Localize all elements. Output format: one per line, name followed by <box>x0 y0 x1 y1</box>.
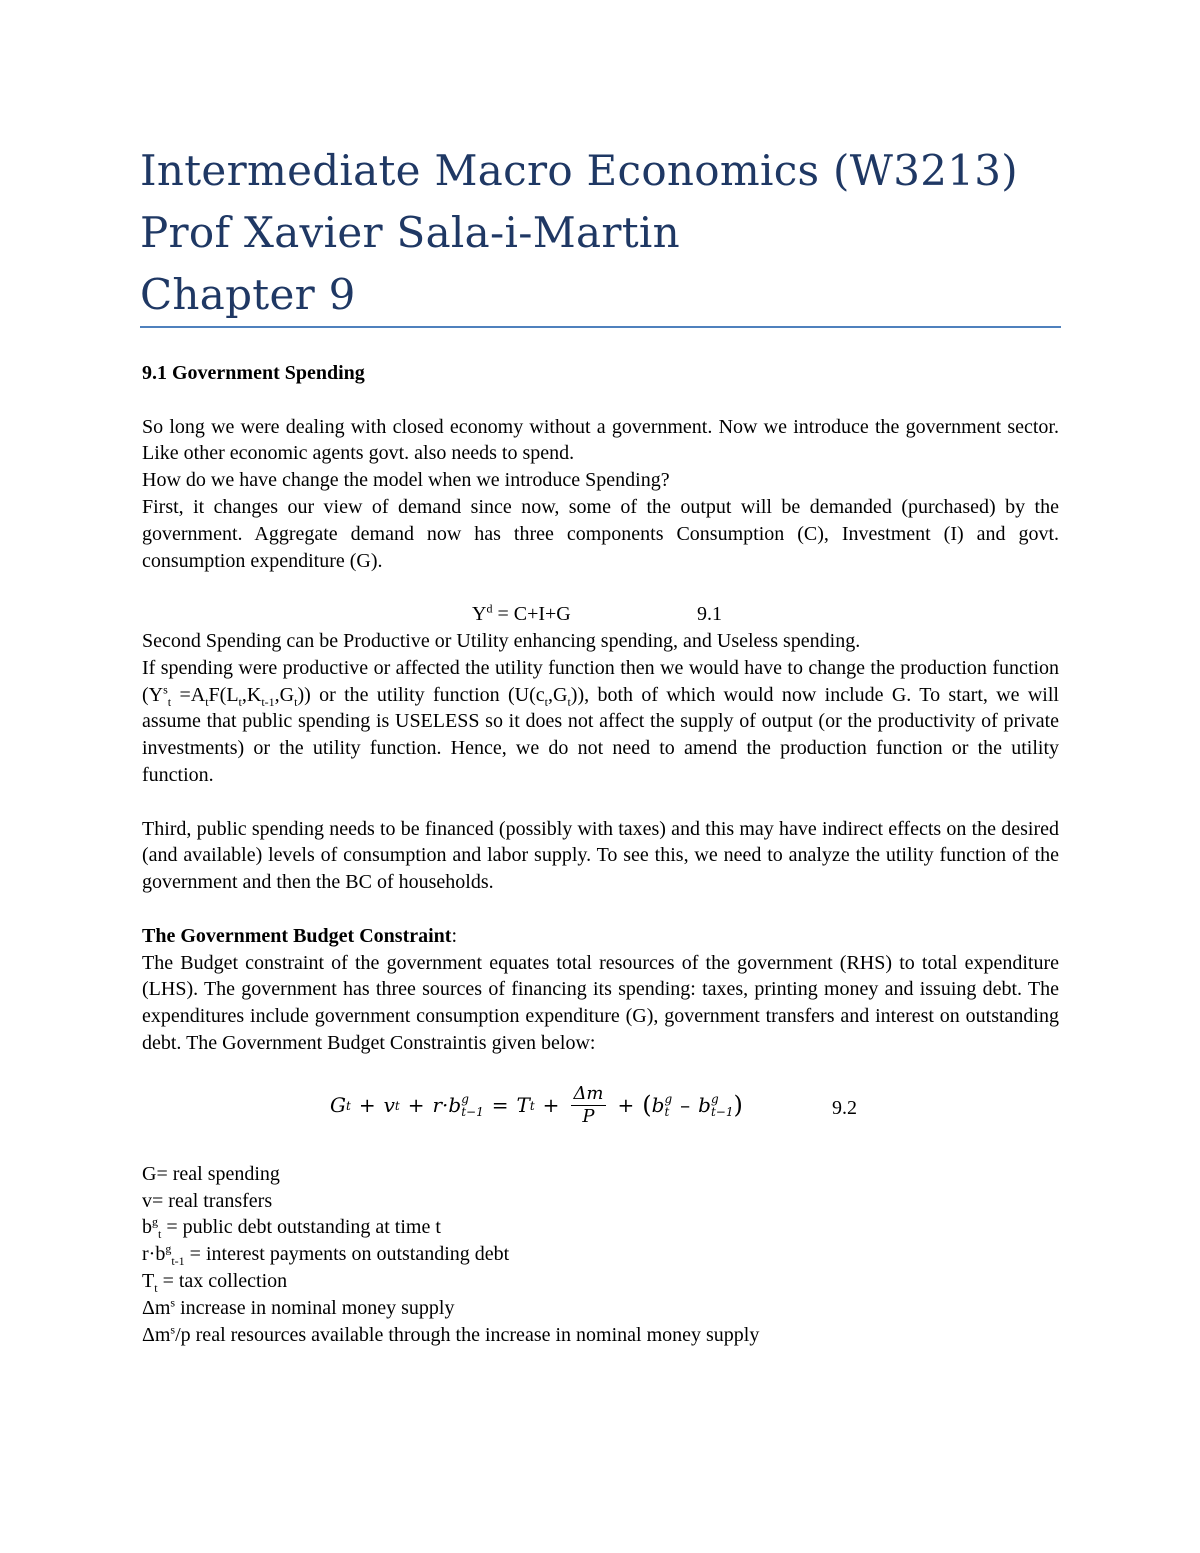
definition-item: $b^g_t$ = public debt outstanding at time t <box>142 1214 441 1242</box>
paragraph-intro: So long we were dealing with closed economy without a government. Now we introduce the government sector. Like other economic agents govt. also needs to spend. <box>142 415 1059 465</box>
paragraph-productive-spending: If spending were productive or affected the utility function then we would have to change the production function $(Y^s_t =A_tF(L_t,K_{t-1},G_t))$ or the utility function $(U(c_t,G_t))$, both of which would now include G. To start, we will assume that public spending is USELESS so it does not affect the supply of output (or the productivity of private investments) or the utility function. Hence, we do not need to amend the production function or the utility function. <box>142 656 1059 786</box>
equation-number: 9.2 <box>832 1096 857 1119</box>
definition-item: $T_t$ = tax collection <box>142 1269 288 1295</box>
title-line-chapter: Chapter 9 <box>140 270 356 319</box>
definitions-list <box>142 1161 1059 1349</box>
paragraph-budget-constraint: The Budget constraint of the government equates total resources of the government (RHS) to total expenditure (LHS). The government has three sources of financing its spending: taxes, printing money and issuing debt. The expenditures include government consumption expenditure (G), government transfers and interest on outstanding debt. The Government Budget Constraintis given below: <box>142 951 1059 1054</box>
paragraph-question: How do we have change the model when we introduce Spending? <box>142 469 670 492</box>
definition-item: G= real spending <box>142 1162 280 1185</box>
title-line-course: Intermediate Macro Economics (W3213) <box>140 146 1018 195</box>
definition-item: $\Delta m^s/p$ real resources available through the increase in nominal money supply <box>142 1321 760 1346</box>
title-line-professor: Prof Xavier Sala-i-Martin <box>140 208 680 257</box>
document-title <box>140 140 1080 326</box>
paragraph-third: Third, public spending needs to be financed (possibly with taxes) and this may have indirect effects on the desired (and available) levels of consumption and labor supply. To see this, we need to analyze the utility function of the government and then the BC of households. <box>142 817 1059 894</box>
definition-item: $r\cdot b^g_{t-1}$ = interest payments on outstanding debt <box>142 1241 510 1269</box>
equation-aggregate-demand: $Y^d = C+I+G$ 9.1 <box>142 601 1059 628</box>
paragraph-first: First, it changes our view of demand since now, some of the output will be demanded (purchased) by the government. Aggregate demand now has three components Consumption (C), Investment (I) and govt. consumption expenditure (G). <box>142 495 1059 572</box>
section-heading-government-spending: 9.1 Government Spending <box>142 362 365 384</box>
document-body <box>142 360 1059 1348</box>
definition-item: v= real transfers <box>142 1189 273 1212</box>
equation-number: 9.1 <box>697 603 722 626</box>
section-heading-budget-constraint: The Government Budget Constraint: <box>142 924 458 947</box>
equation-government-budget-constraint: G t + v t + r · b g t−1 = T t + $\frac{\Delta m}{P}$ + ( b g t – b g t−1 ) 9.2 <box>330 1083 857 1128</box>
title-underline <box>140 326 1061 328</box>
paragraph-second: Second Spending can be Productive or Utility enhancing spending, and Useless spending. <box>142 629 861 652</box>
definition-item: $\Delta m^s$ increase in nominal money supply <box>142 1295 455 1319</box>
